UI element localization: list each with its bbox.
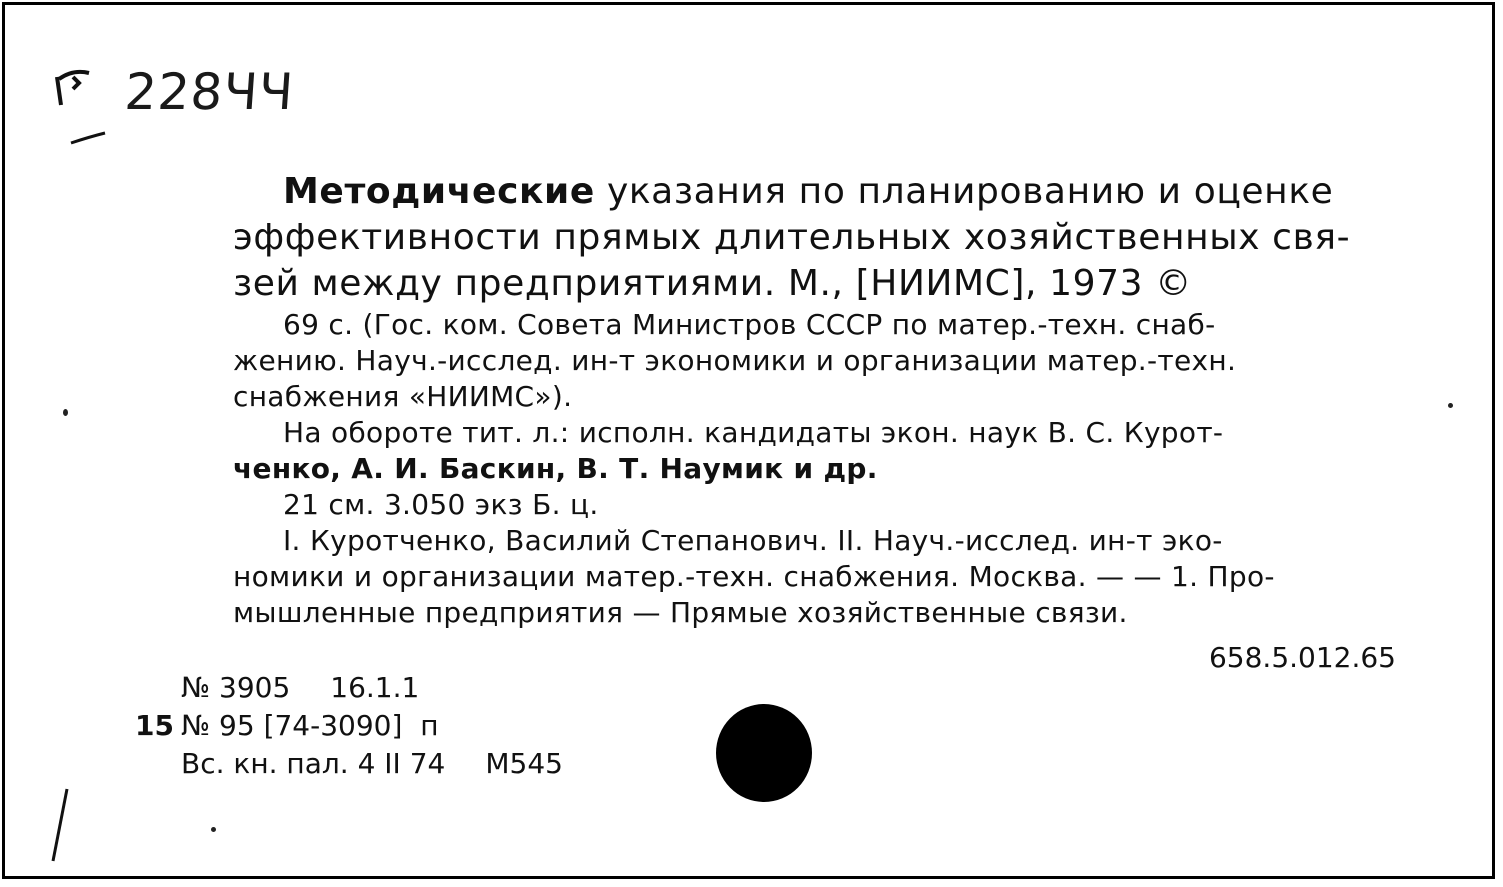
- description-line-1: 69 с. (Гос. ком. Совета Министров СССР по матер.-техн. снаб-: [283, 308, 1216, 341]
- footer-order-number: [74-3090]: [263, 709, 403, 742]
- description-block: [233, 307, 1411, 631]
- footer-block: [135, 669, 563, 783]
- footer-row-3: [135, 745, 563, 783]
- footer-record-number: № 3905: [181, 671, 291, 704]
- footer-row-1: [135, 669, 563, 707]
- speck: [1448, 403, 1453, 408]
- footer-issue-number: № 95: [181, 709, 255, 742]
- subject-line-1: I. Куротченко, Василий Степанович. II. Науч.-исслед. ин-т эко-: [283, 524, 1223, 557]
- handwritten-mark-icon: [49, 59, 119, 149]
- title-line-2: эффективности прямых длительных хозяйственных свя-: [233, 217, 1351, 258]
- title-line-1-rest: указания по планированию и оценке: [606, 171, 1334, 212]
- verso-authors-line: ченко, А. И. Баскин, В. Т. Наумик и др.: [233, 452, 878, 485]
- size-line: 21 см. 3.050 экз Б. ц.: [283, 488, 599, 521]
- speck: [211, 827, 216, 832]
- description-line-2: жению. Науч.-исслед. ин-т экономики и организации матер.-техн.: [233, 344, 1237, 377]
- footer-edge-number: 15: [135, 709, 174, 742]
- footer-class-number: 16.1.1: [330, 671, 420, 704]
- udc-code: 658.5.012.65: [1208, 641, 1396, 674]
- title-line-3: зей между предприятиями. М., [НИИМС], 1973 ©: [233, 263, 1192, 304]
- footer-chamber-line: Вс. кн. пал. 4 II 74: [181, 747, 446, 780]
- footer-code: М545: [485, 747, 563, 780]
- pen-stroke-icon: [45, 785, 75, 865]
- subject-line-2: номики и организации матер.-техн. снабжения. Москва. — — 1. Про-: [233, 560, 1275, 593]
- punch-hole: [716, 704, 812, 802]
- description-line-3: снабжения «НИИМС»).: [233, 380, 573, 413]
- verso-line: На обороте тит. л.: исполн. кандидаты экон. наук В. С. Курот-: [283, 416, 1224, 449]
- title-lead: Методические: [283, 171, 595, 212]
- subject-line-3: мышленные предприятия — Прямые хозяйственные связи.: [233, 596, 1128, 629]
- handwritten-catalog-number: 228ЧЧ: [122, 63, 297, 121]
- title-line-1: [233, 169, 1411, 215]
- card-body: [233, 169, 1411, 631]
- catalog-card: [2, 2, 1495, 879]
- speck: [63, 409, 68, 416]
- footer-row-2: [135, 707, 563, 745]
- footer-letter: п: [420, 709, 439, 742]
- title-block: [233, 169, 1411, 307]
